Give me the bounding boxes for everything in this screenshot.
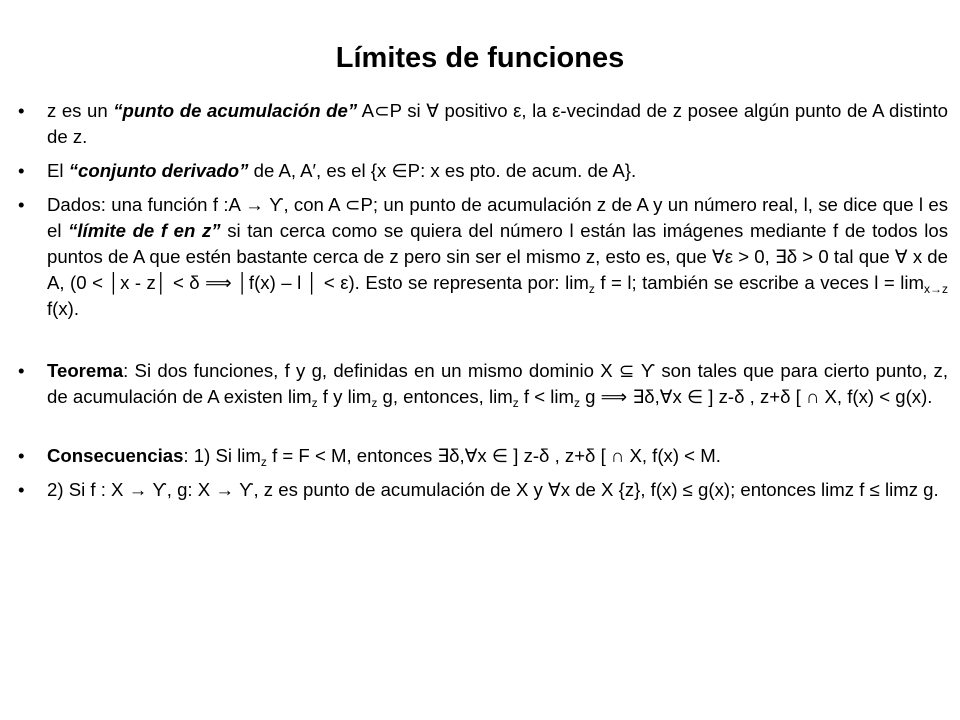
bullet-item-conjunto-derivado <box>0 158 960 184</box>
term-teorema: Teorema <box>47 360 124 381</box>
text-run: f = F < M, entonces ∃δ,∀x ∈ ] z-δ , z+δ [ ∩ X, f(x) < M. <box>266 445 721 466</box>
bullet-dot-icon: • <box>18 360 25 381</box>
subscript: z <box>371 396 378 410</box>
text-run: Dados: una función f :A → ϒ, con A ⊂P; un punto de acumulación z de A y un número real, l, se dice que l es el <box>47 194 948 241</box>
text-run: : 1) Si lim <box>183 445 261 466</box>
text-run: f < lim <box>518 386 574 407</box>
text-run: : Si dos funciones, f y g, definidas en un mismo dominio X ⊆ ϒ son tales que para cierto punto, z, de acumulación de A existen lim <box>47 360 948 407</box>
bullet-item-limite-definicion <box>0 192 960 322</box>
term-consecuencias: Consecuencias <box>47 445 184 466</box>
bullet-list <box>0 98 960 511</box>
text-run: f(x). <box>47 298 80 319</box>
term-punto-acumulacion: “punto de acumulación de” <box>113 100 358 121</box>
text-run: 2) Si f : X → ϒ, g: X → ϒ, z es punto de acumulación de X y ∀x de X {z}, f(x) ≤ g(x); entonces limz f ≤ limz g. <box>47 479 939 500</box>
bullet-dot-icon: • <box>18 100 25 121</box>
slide-title: Límites de funciones <box>335 42 625 74</box>
bullet-dot-icon: • <box>18 194 25 215</box>
term-conjunto-derivado: “conjunto derivado” <box>68 160 249 181</box>
text-run: A⊂P si ∀ positivo ε, la ε-vecindad de z posee algún punto de A distinto de z. <box>47 100 948 147</box>
bullet-item-consecuencia-2 <box>0 477 960 503</box>
bullet-dot-icon: • <box>18 445 25 466</box>
subscript: z <box>311 396 318 410</box>
subscript: z <box>512 396 519 410</box>
text-run: f y lim <box>317 386 372 407</box>
text-run: g ⟹ ∃δ,∀x ∈ ] z-δ , z+δ [ ∩ X, f(x) < g(x). <box>580 386 933 407</box>
text-run: z es un <box>47 100 114 121</box>
bullet-item-consecuencias <box>0 443 960 469</box>
subscript: z <box>588 282 595 296</box>
bullet-dot-icon: • <box>18 160 25 181</box>
text-run: g, entonces, lim <box>377 386 513 407</box>
text-run: si tan cerca como se quiera del número l están las imágenes mediante f de todos los puntos de A que estén bastante cerca de z pero sin ser el mismo z, esto es, que ∀ε > 0, ∃δ > 0 tal que ∀ x de A, (0 < │x - z│ < δ ⟹ │f(x) – l │ < ε). Esto se representa por: lim <box>47 220 948 293</box>
bullet-item-teorema <box>0 358 960 410</box>
text-run: f = l; también se escribe a veces l = lim <box>594 272 924 293</box>
bullet-dot-icon: • <box>18 479 25 500</box>
subscript: z <box>574 396 580 410</box>
subscript: z <box>260 455 267 469</box>
text-run: El <box>47 160 69 181</box>
subscript: x→z <box>924 282 948 296</box>
text-run: de A, A′, es el {x ∈P: x es pto. de acum. de A}. <box>248 160 637 181</box>
term-limite: “límite de f en z” <box>68 220 221 241</box>
bullet-item-punto-acumulacion <box>0 98 960 150</box>
